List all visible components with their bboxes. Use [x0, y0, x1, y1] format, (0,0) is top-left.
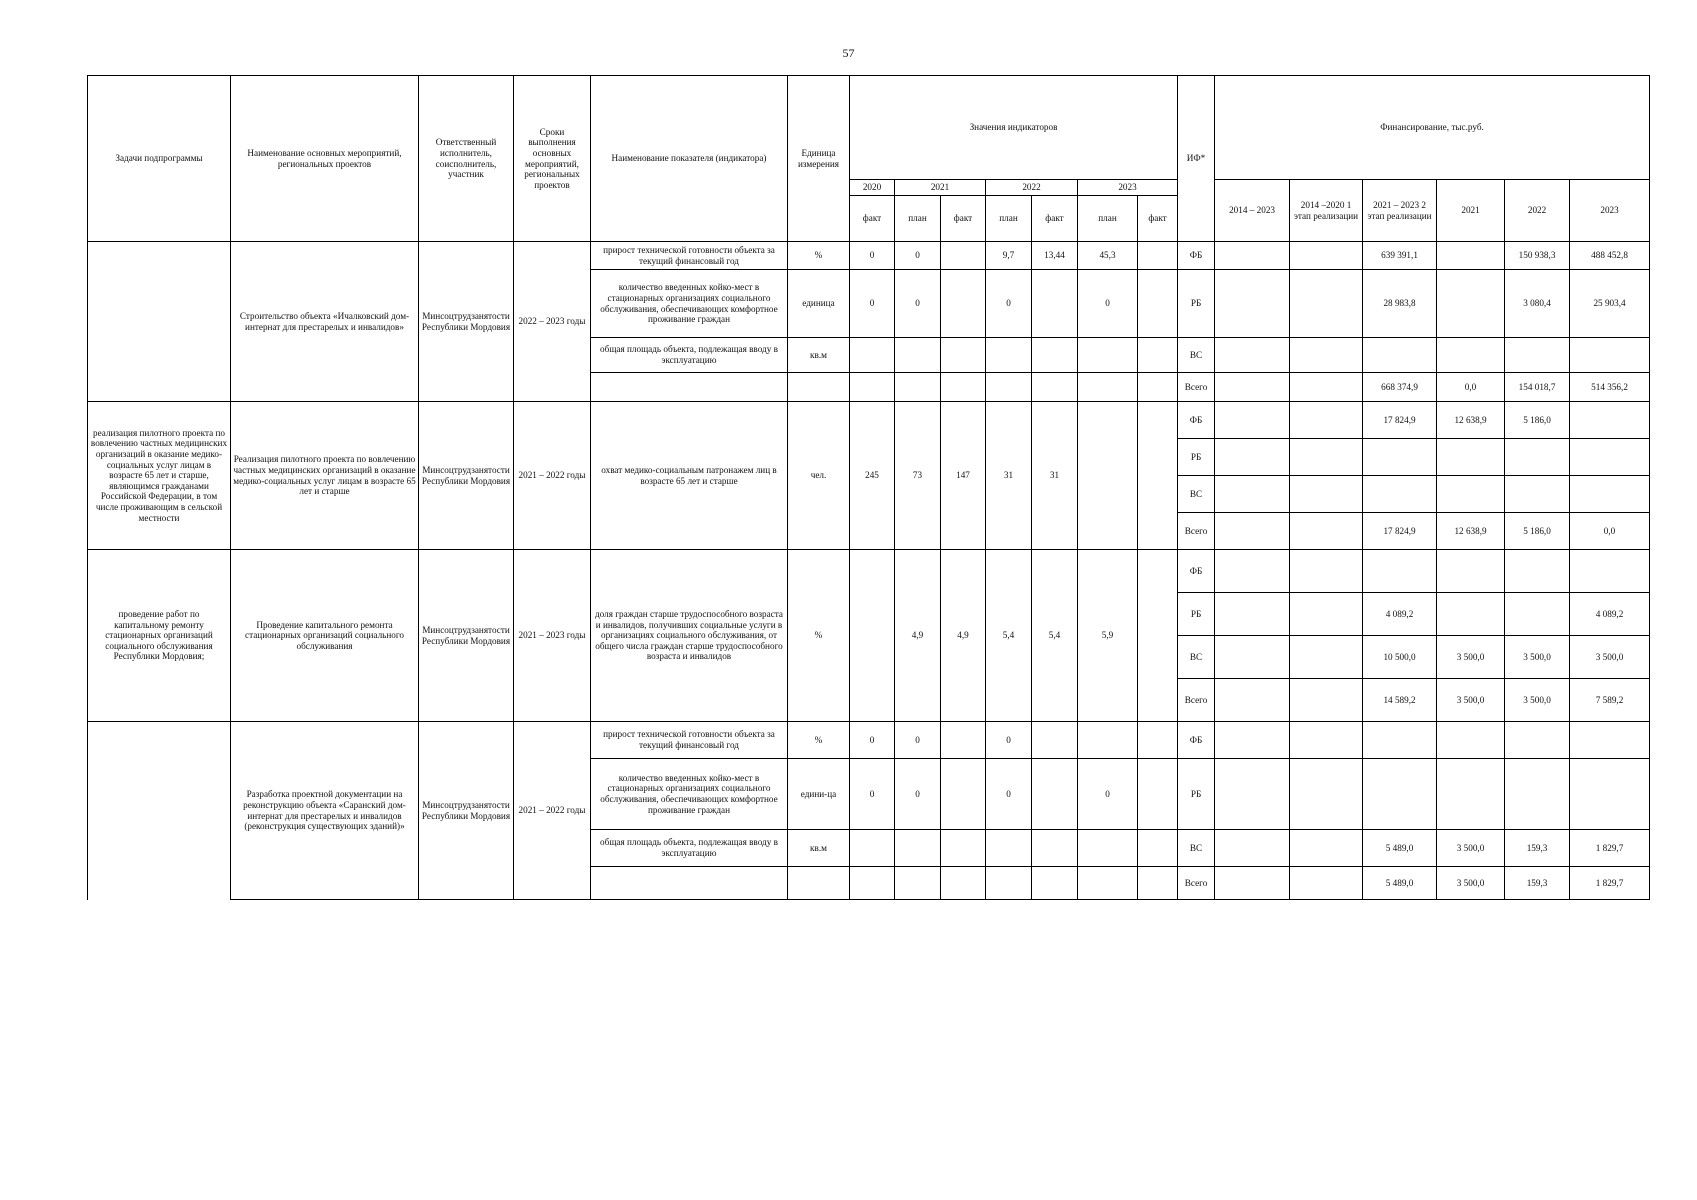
indicator-value-cell: [1078, 830, 1138, 867]
financing-value-cell: 3 500,0: [1437, 636, 1505, 679]
financing-value-cell: [1570, 476, 1650, 513]
indicator-value-cell: [1138, 373, 1178, 402]
indicator-value-cell: [1138, 550, 1178, 722]
financing-value-cell: 3 080,4: [1505, 270, 1570, 338]
indicator-name-cell: охват медико-социальным патронажем лиц в возрасте 65 лет и старше: [591, 402, 788, 550]
financing-value-cell: 28 983,8: [1363, 270, 1437, 338]
indicator-name-cell: прирост технической готовности объекта за текущий финансовый год: [591, 722, 788, 759]
financing-value-cell: [1215, 402, 1290, 439]
if-cell: ВС: [1178, 636, 1215, 679]
indicator-value-cell: 0: [986, 270, 1032, 338]
if-cell: ФБ: [1178, 402, 1215, 439]
indicator-value-cell: 9,7: [986, 242, 1032, 270]
financing-value-cell: 12 638,9: [1437, 513, 1505, 550]
financing-value-cell: [1215, 270, 1290, 338]
indicator-value-cell: [895, 338, 941, 373]
if-cell: РБ: [1178, 439, 1215, 476]
header-year-2022: 2022: [986, 180, 1078, 196]
financing-value-cell: [1215, 439, 1290, 476]
financing-value-cell: [1215, 830, 1290, 867]
indicator-value-cell: 0: [1078, 759, 1138, 830]
header-fact: факт: [850, 196, 895, 242]
indicator-value-cell: 0: [850, 242, 895, 270]
indicator-value-cell: 0: [1078, 270, 1138, 338]
financing-value-cell: [1215, 338, 1290, 373]
indicator-value-cell: [1032, 867, 1078, 900]
header-fact: факт: [1138, 196, 1178, 242]
indicator-value-cell: [1032, 270, 1078, 338]
financing-value-cell: [1290, 830, 1363, 867]
indicator-value-cell: [941, 242, 986, 270]
executor-cell: Минсоцтрудзанятости Республики Мордовия: [419, 402, 514, 550]
financing-value-cell: 5 489,0: [1363, 867, 1437, 900]
task-cell: реализация пилотного проекта по вовлечению частных медицинских организаций в оказание медико-социальных услуг лицам в возрасте 65 лет и старше, являющимся гражданами Российской Федерации, в том числе проживающим в сельской местности: [88, 402, 231, 550]
financing-value-cell: 10 500,0: [1363, 636, 1437, 679]
financing-value-cell: 639 391,1: [1363, 242, 1437, 270]
financing-value-cell: [1570, 439, 1650, 476]
if-cell: ФБ: [1178, 242, 1215, 270]
financing-value-cell: 3 500,0: [1437, 679, 1505, 722]
indicator-value-cell: [1138, 338, 1178, 373]
financing-value-cell: [1505, 722, 1570, 759]
indicator-value-cell: [895, 867, 941, 900]
task-cell: [88, 722, 231, 900]
financing-value-cell: [1437, 476, 1505, 513]
indicator-value-cell: 245: [850, 402, 895, 550]
header-financing: Финансирование, тыс.руб.: [1215, 76, 1650, 180]
financing-value-cell: 488 452,8: [1570, 242, 1650, 270]
indicator-value-cell: 4,9: [895, 550, 941, 722]
indicator-value-cell: [1138, 722, 1178, 759]
header-fin-2021: 2021: [1437, 180, 1505, 242]
financing-value-cell: [1505, 593, 1570, 636]
header-year-2020: 2020: [850, 180, 895, 196]
financing-value-cell: 17 824,9: [1363, 513, 1437, 550]
financing-value-cell: [1505, 550, 1570, 593]
financing-value-cell: [1363, 338, 1437, 373]
header-fact: факт: [941, 196, 986, 242]
indicator-value-cell: [941, 830, 986, 867]
financing-value-cell: 159,3: [1505, 867, 1570, 900]
financing-value-cell: 4 089,2: [1363, 593, 1437, 636]
unit-cell: [788, 373, 850, 402]
financing-value-cell: [1290, 636, 1363, 679]
executor-cell: Минсоцтрудзанятости Республики Мордовия: [419, 550, 514, 722]
financing-value-cell: [1505, 759, 1570, 830]
financing-value-cell: [1215, 550, 1290, 593]
financing-value-cell: [1290, 270, 1363, 338]
indicator-value-cell: 4,9: [941, 550, 986, 722]
header-tasks: Задачи подпрограммы: [88, 76, 231, 242]
indicator-name-cell: общая площадь объекта, подлежащая вводу в эксплуатацию: [591, 338, 788, 373]
financing-value-cell: 514 356,2: [1570, 373, 1650, 402]
financing-value-cell: [1505, 476, 1570, 513]
header-fact: факт: [1032, 196, 1078, 242]
indicator-value-cell: 5,4: [986, 550, 1032, 722]
indicator-value-cell: [850, 373, 895, 402]
header-indicator: Наименование показателя (индикатора): [591, 76, 788, 242]
task-cell: [88, 242, 231, 402]
indicator-name-cell: [591, 373, 788, 402]
indicator-value-cell: [850, 338, 895, 373]
header-fin-2014-2023: 2014 – 2023: [1215, 180, 1290, 242]
program-table: [87, 75, 1650, 900]
financing-value-cell: [1437, 439, 1505, 476]
financing-value-cell: [1290, 373, 1363, 402]
financing-value-cell: 3 500,0: [1570, 636, 1650, 679]
financing-value-cell: [1215, 593, 1290, 636]
financing-value-cell: [1570, 759, 1650, 830]
indicator-value-cell: 0: [895, 270, 941, 338]
indicator-value-cell: 0: [986, 722, 1032, 759]
financing-value-cell: [1215, 679, 1290, 722]
indicator-value-cell: 5,9: [1078, 550, 1138, 722]
header-plan: план: [1078, 196, 1138, 242]
financing-value-cell: 5 186,0: [1505, 402, 1570, 439]
financing-value-cell: [1363, 759, 1437, 830]
indicator-value-cell: [1138, 830, 1178, 867]
header-indicator-values: Значения индикаторов: [850, 76, 1178, 180]
if-cell: Всего: [1178, 373, 1215, 402]
indicator-value-cell: [1078, 722, 1138, 759]
header-fin-2022: 2022: [1505, 180, 1570, 242]
indicator-value-cell: [1078, 373, 1138, 402]
indicator-value-cell: [1138, 759, 1178, 830]
unit-cell: чел.: [788, 402, 850, 550]
if-cell: Всего: [1178, 679, 1215, 722]
if-cell: ФБ: [1178, 722, 1215, 759]
financing-value-cell: 154 018,7: [1505, 373, 1570, 402]
indicator-value-cell: [1032, 338, 1078, 373]
financing-value-cell: [1215, 373, 1290, 402]
financing-value-cell: [1215, 476, 1290, 513]
indicator-value-cell: 31: [1032, 402, 1078, 550]
financing-value-cell: 3 500,0: [1437, 867, 1505, 900]
if-cell: Всего: [1178, 513, 1215, 550]
financing-value-cell: [1215, 242, 1290, 270]
financing-value-cell: [1290, 867, 1363, 900]
financing-value-cell: 12 638,9: [1437, 402, 1505, 439]
indicator-value-cell: [1078, 867, 1138, 900]
financing-value-cell: 5 186,0: [1505, 513, 1570, 550]
financing-value-cell: 159,3: [1505, 830, 1570, 867]
financing-value-cell: [1437, 722, 1505, 759]
financing-value-cell: 668 374,9: [1363, 373, 1437, 402]
indicator-value-cell: [941, 867, 986, 900]
indicator-value-cell: 13,44: [1032, 242, 1078, 270]
financing-value-cell: [1570, 722, 1650, 759]
financing-value-cell: [1437, 759, 1505, 830]
table-row: [88, 550, 1650, 593]
if-cell: Всего: [1178, 867, 1215, 900]
indicator-value-cell: [1078, 338, 1138, 373]
financing-value-cell: [1505, 338, 1570, 373]
indicator-value-cell: [986, 338, 1032, 373]
indicator-value-cell: [850, 550, 895, 722]
executor-cell: Минсоцтрудзанятости Республики Мордовия: [419, 722, 514, 900]
financing-value-cell: [1570, 550, 1650, 593]
indicator-value-cell: [986, 373, 1032, 402]
financing-value-cell: [1363, 722, 1437, 759]
financing-value-cell: 0,0: [1570, 513, 1650, 550]
financing-value-cell: 17 824,9: [1363, 402, 1437, 439]
if-cell: ВС: [1178, 830, 1215, 867]
indicator-value-cell: [895, 830, 941, 867]
header-unit: Единица измерения: [788, 76, 850, 242]
indicator-value-cell: [986, 830, 1032, 867]
indicator-value-cell: [941, 759, 986, 830]
financing-value-cell: [1290, 402, 1363, 439]
header-year-2021: 2021: [895, 180, 986, 196]
indicator-value-cell: 147: [941, 402, 986, 550]
indicator-value-cell: 0: [850, 270, 895, 338]
financing-value-cell: 7 589,2: [1570, 679, 1650, 722]
indicator-value-cell: [941, 722, 986, 759]
indicator-value-cell: 0: [895, 242, 941, 270]
financing-value-cell: [1437, 550, 1505, 593]
financing-value-cell: 1 829,7: [1570, 830, 1650, 867]
table-row: [88, 722, 1650, 759]
indicator-value-cell: 0: [895, 722, 941, 759]
header-if: ИФ*: [1178, 76, 1215, 242]
indicator-value-cell: [986, 867, 1032, 900]
header-fin-stage1: 2014 –2020 1 этап реализации: [1290, 180, 1363, 242]
indicator-value-cell: [1138, 270, 1178, 338]
unit-cell: кв.м: [788, 830, 850, 867]
financing-value-cell: 3 500,0: [1437, 830, 1505, 867]
financing-value-cell: [1570, 338, 1650, 373]
financing-value-cell: [1215, 513, 1290, 550]
financing-value-cell: 5 489,0: [1363, 830, 1437, 867]
financing-value-cell: [1437, 270, 1505, 338]
if-cell: РБ: [1178, 759, 1215, 830]
financing-value-cell: [1290, 759, 1363, 830]
indicator-value-cell: 73: [895, 402, 941, 550]
indicator-value-cell: [941, 270, 986, 338]
financing-value-cell: [1363, 476, 1437, 513]
indicator-value-cell: 0: [850, 722, 895, 759]
financing-value-cell: [1363, 550, 1437, 593]
indicator-value-cell: [850, 867, 895, 900]
indicator-name-cell: [591, 867, 788, 900]
unit-cell: единица: [788, 270, 850, 338]
financing-value-cell: [1437, 242, 1505, 270]
indicator-value-cell: [1138, 242, 1178, 270]
activity-cell: Строительство объекта «Ичалковский дом-интернат для престарелых и инвалидов»: [231, 242, 419, 402]
financing-value-cell: [1290, 550, 1363, 593]
financing-value-cell: 150 938,3: [1505, 242, 1570, 270]
indicator-value-cell: 5,4: [1032, 550, 1078, 722]
if-cell: ВС: [1178, 476, 1215, 513]
indicator-value-cell: 0: [986, 759, 1032, 830]
indicator-value-cell: [850, 830, 895, 867]
indicator-value-cell: [1032, 759, 1078, 830]
financing-value-cell: [1290, 513, 1363, 550]
header-fin-stage2: 2021 – 2023 2 этап реализации: [1363, 180, 1437, 242]
indicator-name-cell: общая площадь объекта, подлежащая вводу в эксплуатацию: [591, 830, 788, 867]
indicator-value-cell: 31: [986, 402, 1032, 550]
header-fin-2023: 2023: [1570, 180, 1650, 242]
terms-cell: 2021 – 2022 годы: [514, 402, 591, 550]
financing-value-cell: [1215, 636, 1290, 679]
if-cell: РБ: [1178, 593, 1215, 636]
financing-value-cell: 1 829,7: [1570, 867, 1650, 900]
header-plan: план: [895, 196, 941, 242]
unit-cell: %: [788, 242, 850, 270]
financing-value-cell: [1437, 593, 1505, 636]
financing-value-cell: 14 589,2: [1363, 679, 1437, 722]
table-row: [88, 242, 1650, 270]
header-terms: Сроки выполнения основных мероприятий, региональных проектов: [514, 76, 591, 242]
unit-cell: %: [788, 722, 850, 759]
financing-value-cell: [1290, 593, 1363, 636]
indicator-value-cell: [1032, 373, 1078, 402]
activity-cell: Реализация пилотного проекта по вовлечению частных медицинских организаций в оказание медико-социальных услуг лицам в возрасте 65 лет и старше: [231, 402, 419, 550]
header-activities: Наименование основных мероприятий, региональных проектов: [231, 76, 419, 242]
terms-cell: 2021 – 2022 годы: [514, 722, 591, 900]
financing-value-cell: 25 903,4: [1570, 270, 1650, 338]
indicator-value-cell: [895, 373, 941, 402]
header-year-2023: 2023: [1078, 180, 1178, 196]
indicator-value-cell: [1032, 830, 1078, 867]
indicator-value-cell: [1138, 402, 1178, 550]
unit-cell: [788, 867, 850, 900]
indicator-value-cell: 0: [895, 759, 941, 830]
financing-value-cell: [1505, 439, 1570, 476]
indicator-name-cell: количество введенных койко-мест в стационарных организациях социального обслуживания, обеспечивающих комфортное проживание граждан: [591, 759, 788, 830]
executor-cell: Минсоцтрудзанятости Республики Мордовия: [419, 242, 514, 402]
indicator-value-cell: 45,3: [1078, 242, 1138, 270]
page-number: 57: [842, 46, 855, 60]
indicator-value-cell: 0: [850, 759, 895, 830]
financing-value-cell: [1290, 338, 1363, 373]
activity-cell: Проведение капитального ремонта стационарных организаций социального обслуживания: [231, 550, 419, 722]
activity-cell: Разработка проектной документации на реконструкцию объекта «Саранский дом-интернат для престарелых и инвалидов (реконструкция существующих зданий)»: [231, 722, 419, 900]
financing-value-cell: [1290, 476, 1363, 513]
financing-value-cell: [1290, 242, 1363, 270]
financing-value-cell: 3 500,0: [1505, 636, 1570, 679]
unit-cell: кв.м: [788, 338, 850, 373]
indicator-value-cell: [1078, 402, 1138, 550]
financing-value-cell: 4 089,2: [1570, 593, 1650, 636]
indicator-name-cell: количество введенных койко-мест в стационарных организациях социального обслуживания, обеспечивающих комфортное проживание граждан: [591, 270, 788, 338]
indicator-value-cell: [941, 338, 986, 373]
header-plan: план: [986, 196, 1032, 242]
if-cell: РБ: [1178, 270, 1215, 338]
indicator-value-cell: [1138, 867, 1178, 900]
indicator-name-cell: доля граждан старше трудоспособного возраста и инвалидов, получивших социальные услуги в организациях социального обслуживания, от общего числа граждан старше трудоспособного возраста и инвалидов: [591, 550, 788, 722]
financing-value-cell: [1215, 867, 1290, 900]
financing-value-cell: [1290, 722, 1363, 759]
header-executor: Ответственный исполнитель, соисполнитель, участник: [419, 76, 514, 242]
financing-value-cell: [1290, 679, 1363, 722]
financing-value-cell: 0,0: [1437, 373, 1505, 402]
indicator-value-cell: [1032, 722, 1078, 759]
financing-value-cell: [1215, 722, 1290, 759]
table-row: [88, 402, 1650, 439]
financing-value-cell: [1437, 338, 1505, 373]
financing-value-cell: [1570, 402, 1650, 439]
unit-cell: едини-ца: [788, 759, 850, 830]
financing-value-cell: [1363, 439, 1437, 476]
indicator-value-cell: [941, 373, 986, 402]
terms-cell: 2021 – 2023 годы: [514, 550, 591, 722]
if-cell: ФБ: [1178, 550, 1215, 593]
terms-cell: 2022 – 2023 годы: [514, 242, 591, 402]
financing-value-cell: 3 500,0: [1505, 679, 1570, 722]
financing-value-cell: [1290, 439, 1363, 476]
task-cell: проведение работ по капитальному ремонту стационарных организаций социального обслуживания Республики Мордовия;: [88, 550, 231, 722]
if-cell: ВС: [1178, 338, 1215, 373]
financing-value-cell: [1215, 759, 1290, 830]
indicator-name-cell: прирост технической готовности объекта за текущий финансовый год: [591, 242, 788, 270]
unit-cell: %: [788, 550, 850, 722]
